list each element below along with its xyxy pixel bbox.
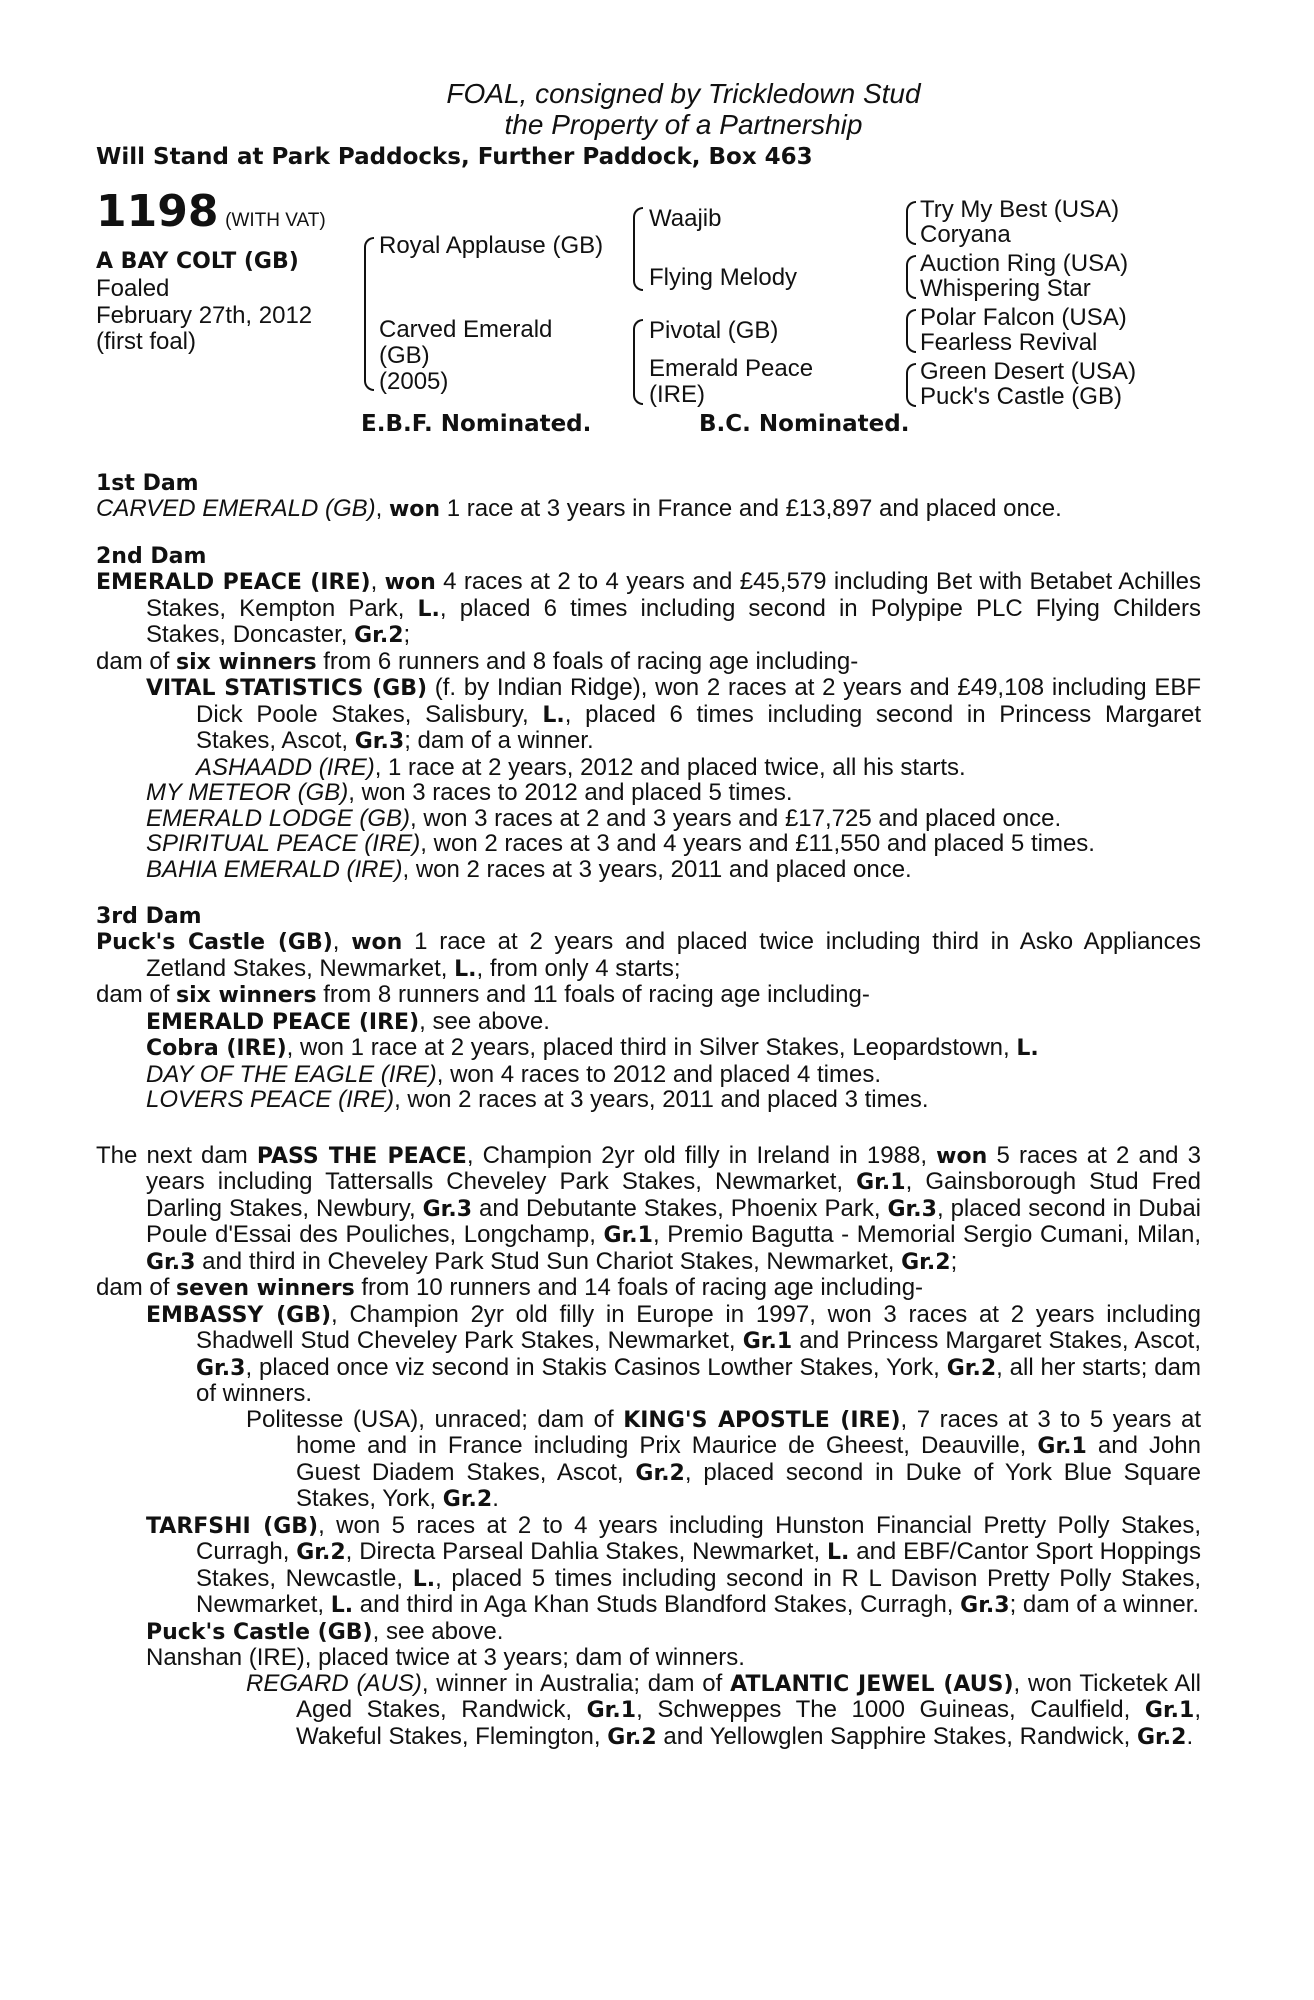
group-label: Gr.3	[960, 1593, 1010, 1618]
horse-name: Puck's Castle (GB)	[146, 1619, 373, 1645]
won-label: won	[936, 1143, 988, 1169]
listed-label: L.	[330, 1593, 354, 1618]
first-dam-name: CARVED EMERALD (GB)	[96, 494, 376, 522]
record-text: 4 races at 2 to 4 years and £45,579 including Bet with Betabet Achilles Stakes, Kempton Park,	[146, 568, 1201, 622]
produce-emerald-lodge	[96, 806, 1201, 832]
produce-politesse	[146, 1407, 1201, 1513]
next-dam-text	[96, 1143, 1201, 1276]
produce-embassy	[96, 1302, 1201, 1407]
winners-count: seven winners	[176, 1276, 355, 1301]
record-text: 5 races at 2 and 3 years including Tattersalls Cheveley Park Stakes, Newmarket,	[146, 1141, 1202, 1195]
record-text: , Schweppes The 1000 Guineas, Caulfield,	[636, 1696, 1131, 1723]
next-dam-section	[96, 1143, 1201, 1751]
group-label: Gr.1	[856, 1170, 906, 1195]
dam-line3: (2005)	[379, 367, 449, 395]
consignor-line: FOAL, consigned by Trickledown Stud	[446, 78, 921, 109]
ds-sire: Polar Falcon (USA)	[920, 303, 1127, 331]
produce-spiritual-peace	[96, 831, 1201, 857]
horse-name: VITAL STATISTICS (GB)	[146, 676, 428, 701]
horse-name: ASHAADD (IRE)	[196, 753, 375, 781]
foal-note: (first foal)	[96, 327, 197, 355]
record-text: , Champion 2yr old filly in Ireland in 1988,	[466, 1141, 927, 1169]
group-label: Gr.1	[1144, 1698, 1195, 1723]
listed-label: L.	[542, 702, 565, 728]
horse-name: REGARD (AUS)	[246, 1669, 422, 1697]
record-text: , placed 6 times including second in Princess Margaret Stakes, Ascot,	[196, 700, 1201, 754]
dd-sire: Green Desert (USA)	[920, 357, 1137, 385]
record-text: and John Guest Diadem Stakes, Ascot,	[296, 1432, 1201, 1486]
next-dam-produce-line	[96, 1275, 1201, 1302]
horse-name: SPIRITUAL PEACE (IRE)	[146, 830, 421, 857]
vat-label: (WITH VAT)	[225, 209, 326, 231]
won-label: won	[384, 570, 436, 595]
third-dam-produce-line	[96, 982, 1201, 1009]
group-label: Gr.1	[586, 1698, 637, 1723]
group-label: Gr.2	[901, 1249, 951, 1275]
second-dam-name: EMERALD PEACE (IRE)	[96, 570, 371, 595]
group-label: Gr.2	[1137, 1724, 1187, 1750]
produce-lovers-peace	[96, 1087, 1201, 1113]
produce-cobra	[96, 1035, 1201, 1062]
produce-ashaadd	[96, 755, 1201, 781]
pedigree-block	[96, 185, 1201, 467]
ds-dam: Fearless Revival	[920, 328, 1098, 356]
record-text: , 1 race at 2 years, 2012 and placed twice, all his starts.	[374, 753, 966, 781]
record-text: , won 5 races at 2 to 4 years including Hunston Financial Pretty Polly Stakes, Curragh,	[196, 1511, 1201, 1565]
produce-emerald-peace	[96, 1009, 1201, 1036]
brace-sire-side	[633, 207, 643, 291]
brace-generation-1	[364, 237, 374, 391]
first-dam-text: CARVED EMERALD (GB), won 1 race at 3 years in France and £13,897 and placed once.	[96, 494, 1062, 522]
listed-label: L.	[1016, 1036, 1039, 1061]
brace-dd	[906, 363, 916, 407]
second-dam-section	[96, 544, 1201, 882]
bc-nominated: B.C. Nominated.	[699, 410, 910, 437]
dam-sire: Pivotal (GB)	[649, 316, 779, 344]
won-label: won	[388, 496, 441, 522]
dam-dam-line2: (IRE)	[649, 380, 705, 408]
winners-count: six winners	[176, 649, 317, 675]
horse-name: MY METEOR (GB)	[146, 779, 349, 806]
produce-bahia-emerald	[96, 857, 1201, 883]
dam-line2: (GB)	[379, 341, 430, 369]
record-text: .	[492, 1485, 499, 1512]
record-text: , placed once viz second in Stakis Casinos Lowther Stakes, York,	[245, 1353, 940, 1381]
dam-dam-line1: Emerald Peace	[649, 354, 814, 382]
produce-tarfshi	[96, 1513, 1201, 1619]
record-text: , won 2 races at 3 years, 2011 and placed 3 times.	[394, 1086, 929, 1113]
dd-dam: Puck's Castle (GB)	[920, 382, 1122, 410]
horse-name: EMBASSY (GB)	[146, 1302, 332, 1328]
won-label: won	[351, 930, 403, 955]
listed-label: L.	[417, 596, 440, 622]
produce-day-of-the-eagle	[96, 1062, 1201, 1088]
brace-ss	[906, 201, 916, 245]
horse-name: LOVERS PEACE (IRE)	[146, 1086, 395, 1113]
lot-name: A BAY COLT (GB)	[96, 248, 299, 274]
record-text: Politesse (USA), unraced; dam of	[246, 1405, 614, 1433]
record-text: , Wakeful Stakes, Flemington,	[296, 1696, 1201, 1750]
record-text: , all her starts; dam of winners.	[196, 1353, 1201, 1407]
horse-name: DAY OF THE EAGLE (IRE)	[146, 1060, 437, 1088]
ebf-nominated: E.B.F. Nominated.	[361, 410, 592, 437]
record-text: , placed 6 times including second in Polypipe PLC Flying Childers Stakes, Doncaster,	[146, 594, 1201, 648]
record-text: and third in Aga Khan Studs Blandford Stakes, Curragh,	[359, 1591, 954, 1618]
record-text: , placed second in Dubai Poule d'Essai des Pouliches, Longchamp,	[146, 1194, 1202, 1248]
listed-label: L.	[826, 1540, 850, 1565]
record-text: 1 race at 2 years and placed twice including third in Asko Appliances Zetland Stakes, Newmarket,	[146, 928, 1201, 982]
third-dam-name: Puck's Castle (GB)	[96, 930, 333, 955]
record-text: , won Ticketek All Aged Stakes, Randwick,	[296, 1669, 1202, 1723]
group-label: Gr.3	[887, 1196, 937, 1222]
produce-summary: from 8 runners and 11 foals of racing age including-	[323, 981, 870, 1008]
produce-vital-statistics	[96, 675, 1201, 755]
foaling-date: February 27th, 2012	[96, 301, 313, 329]
produce-summary: from 6 runners and 8 foals of racing age including-	[323, 647, 859, 675]
produce-summary: from 10 runners and 14 foals of racing age including-	[361, 1274, 924, 1301]
record-text: , won 3 races to 2012 and placed 5 times.	[348, 779, 793, 806]
record-text: and third in Cheveley Park Stud Sun Chariot Stakes, Newmarket,	[202, 1247, 895, 1275]
produce-my-meteor	[96, 780, 1201, 806]
dam-of-label: dam of	[96, 1274, 170, 1301]
second-dam-produce-line	[96, 649, 1201, 676]
record-text: , won 3 races at 2 and 3 years and £17,725 and placed once.	[410, 804, 1062, 832]
property-line: the Property of a Partnership	[504, 109, 863, 140]
record-text: ; dam of a winner.	[404, 727, 594, 754]
brace-ds	[906, 309, 916, 353]
third-dam-heading: 3rd Dam	[96, 904, 202, 929]
record-text: Nanshan (IRE), placed twice at 3 years; dam of winners.	[146, 1644, 745, 1671]
first-dam-record: 1 race at 3 years in France and £13,897 and placed once.	[446, 494, 1062, 522]
record-text: ; dam of a winner.	[1009, 1591, 1200, 1618]
sire: Royal Applause (GB)	[379, 231, 604, 259]
brace-dam-side	[633, 319, 643, 405]
record-text: and Princess Margaret Stakes, Ascot,	[799, 1327, 1202, 1354]
sire-dam: Flying Melody	[649, 263, 798, 291]
sd-dam: Whispering Star	[920, 274, 1091, 302]
horse-name: Cobra (IRE)	[146, 1036, 287, 1061]
record-text: , placed 5 times including second in R L Davison Pretty Polly Stakes, Newmarket,	[196, 1564, 1201, 1618]
horse-name: BAHIA EMERALD (IRE)	[146, 855, 403, 883]
group-label: Gr.3	[422, 1196, 473, 1222]
dam-of-label: dam of	[96, 647, 170, 675]
horse-name: TARFSHI (GB)	[146, 1513, 319, 1539]
record-text: ;	[403, 621, 411, 648]
sire-sire: Waajib	[649, 204, 722, 232]
record-text: , won 2 races at 3 years, 2011 and placed once.	[402, 855, 912, 883]
record-text: , 7 races at 3 to 5 years at home and in France including Prix Maurice de Gheest, Deauville,	[296, 1405, 1201, 1459]
produce-pucks-castle	[96, 1619, 1201, 1646]
record-text: , won 2 races at 3 and 4 years and £11,550 and placed 5 times.	[420, 830, 1095, 857]
third-dam-section	[96, 904, 1201, 1113]
next-dam-intro: The next dam	[96, 1141, 248, 1169]
ss-sire: Try My Best (USA)	[920, 195, 1120, 223]
lot-number-line	[96, 185, 326, 237]
horse-name: EMERALD LODGE (GB)	[146, 804, 411, 832]
stand-location: Will Stand at Park Paddocks, Further Paddock, Box 463	[96, 144, 813, 170]
record-text: and EBF/Cantor Sport Hoppings Stakes, Newcastle,	[196, 1538, 1201, 1592]
catalogue-page	[96, 78, 1201, 1750]
group-label: Gr.2	[946, 1355, 997, 1381]
group-label: Gr.2	[442, 1487, 493, 1512]
winners-count: six winners	[176, 983, 317, 1008]
group-label: Gr.1	[1037, 1434, 1087, 1459]
group-label: Gr.2	[354, 623, 404, 648]
lot-number: 1198	[96, 185, 219, 237]
third-dam-text: Puck's Castle (GB), won 1 race at 2 years and placed twice including third in Asko Appliances Zetland Stakes, Newmarket, L., from only 4 starts;	[96, 928, 1201, 982]
record-text: , won 1 race at 2 years, placed third in Silver Stakes, Leopardstown,	[286, 1034, 1010, 1061]
record-text: and Debutante Stakes, Phoenix Park,	[479, 1194, 881, 1222]
record-text: , see above.	[372, 1617, 504, 1645]
listed-label: L.	[454, 956, 477, 982]
horse-name: EMERALD PEACE (IRE)	[146, 1009, 420, 1035]
group-label: Gr.2	[635, 1460, 685, 1486]
first-dam-section	[96, 471, 1201, 523]
produce-regard	[146, 1671, 1201, 1751]
record-text: , Directa Parseal Dahlia Stakes, Newmarket,	[345, 1538, 821, 1565]
group-label: Gr.3	[146, 1249, 196, 1275]
group-label: Gr.2	[296, 1540, 346, 1565]
record-text: , winner in Australia; dam of	[421, 1669, 723, 1697]
second-dam-text: EMERALD PEACE (IRE), won 4 races at 2 to 4 years and £45,579 including Bet with Betabet Achilles Stakes, Kempton Park, L., placed 6 times including second in Polypipe PLC Flying Childers Stakes, Doncaster, Gr.2;	[96, 568, 1201, 648]
record-text: , Premio Bagutta - Memorial Sergio Cumani, Milan,	[652, 1221, 1201, 1248]
brace-sd	[906, 255, 916, 299]
record-text: , Gainsborough Stud Fred Darling Stakes, Newbury,	[146, 1168, 1201, 1222]
record-text: , see above.	[419, 1007, 550, 1035]
dam-line1: Carved Emerald	[379, 315, 553, 343]
group-label: Gr.1	[742, 1329, 793, 1354]
ss-dam: Coryana	[920, 220, 1011, 248]
foaled-label: Foaled	[96, 274, 170, 302]
record-text: .	[1186, 1722, 1194, 1750]
horse-name: ATLANTIC JEWEL (AUS)	[730, 1671, 1014, 1697]
group-label: Gr.1	[603, 1223, 653, 1248]
produce-nanshan	[96, 1645, 1201, 1671]
record-text: , from only 4 starts;	[476, 954, 681, 982]
group-label: Gr.3	[196, 1355, 246, 1381]
second-dam-heading: 2nd Dam	[96, 544, 207, 569]
record-text: , won 4 races to 2012 and placed 4 times.	[436, 1060, 882, 1088]
record-text: (f. by Indian Ridge), won 2 races at 2 years and £49,108 including EBF Dick Poole Stakes, Salisbury,	[196, 674, 1202, 728]
first-dam-heading: 1st Dam	[96, 470, 199, 496]
record-text: and Yellowglen Sapphire Stakes, Randwick,	[663, 1722, 1131, 1750]
group-label: Gr.3	[354, 729, 405, 754]
record-text: ;	[950, 1247, 958, 1275]
record-text: , Champion 2yr old filly in Europe in 1997, won 3 races at 2 years including Shadwell Stud Cheveley Park Stakes, Newmarket,	[196, 1300, 1201, 1354]
record-text: , placed second in Duke of York Blue Square Stakes, York,	[296, 1458, 1202, 1512]
sd-sire: Auction Ring (USA)	[920, 249, 1129, 277]
dam-of-label: dam of	[96, 981, 170, 1008]
group-label: Gr.2	[607, 1724, 657, 1750]
horse-name: KING'S APOSTLE (IRE)	[623, 1407, 901, 1433]
listed-label: L.	[412, 1566, 436, 1592]
next-dam-name: PASS THE PEACE	[256, 1143, 467, 1169]
